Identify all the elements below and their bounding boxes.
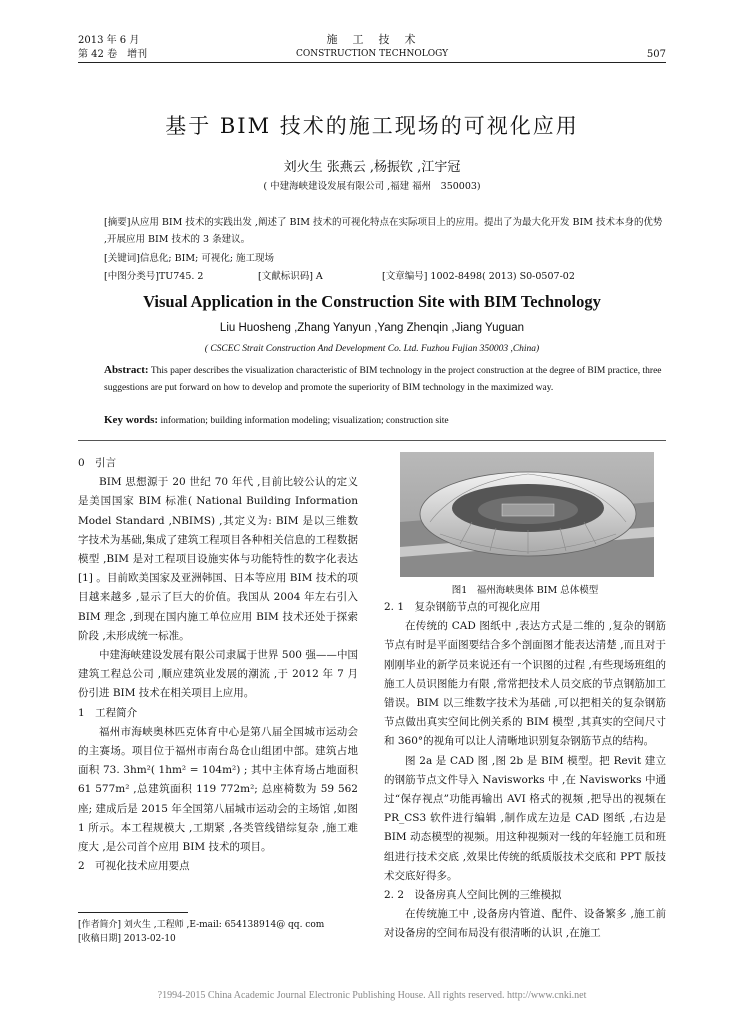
abstract-en: [104, 362, 666, 397]
stadium-illustration: [400, 452, 654, 577]
figure-1-caption: 图1 福州海峡奥体 BIM 总体模型: [451, 585, 599, 596]
document-code: [文献标识码] A: [258, 271, 323, 282]
abstract-text: This paper describes the visualization characteristic of BIM technology in the project construction at the degree of BIM practice, three suggestions are put forward on how to develop and promote the superiority of BIM technology in the maximized way.: [104, 366, 662, 393]
header-page-number: 507: [646, 49, 666, 60]
footnote: [78, 918, 368, 946]
article-number: [文章编号] 1002-8498( 2013) S0-0507-02: [382, 271, 575, 282]
section-heading: 2. 2 设备房真人空间比例的三维模拟: [384, 889, 562, 902]
paragraph: BIM 思想源于 20 世纪 70 年代 ,目前比较公认的定义是美国国家 BIM 标准( National Building Information Model Standard ,NBIMS) ,其定义为: BIM 是以三维数字技术为基础,集成了建筑工程项目各种相关信息的工程数据模型 ,BIM 是对工程项目设施实体与功能特性的数字化表达[1] 。目前欧美国家及亚洲韩国、日本等应用 BIM 技术的项目越来越多 ,显示了巨大的价值。我国从 2004 年左右引入 BIM 理念 ,到现在国内施工单位应用 BIM 技术还处于探索阶段 ,未形成统一标准。: [78, 476, 358, 642]
affiliation-en: ( CSCEC Strait Construction And Development Co. Ltd. Fuzhou Fujian 350003 ,China): [204, 344, 540, 354]
affiliation-cn: ( 中建海峡建设发展有限公司 ,福建 福州 350003): [263, 181, 481, 192]
paragraph: 中建海峡建设发展有限公司隶属于世界 500 强——中国建筑工程总公司 ,顺应建筑业发展的潮流 ,于 2012 年 7 月份引进 BIM 技术在相关项目上应用。: [78, 649, 358, 700]
header-journal-en: CONSTRUCTION TECHNOLOGY: [295, 49, 449, 59]
header-volume: 第 42 卷 增刊: [78, 49, 148, 60]
header-journal-cn: 施 工 技 术: [326, 33, 418, 46]
copyright-line: ?1994-2015 China Academic Journal Electronic Publishing House. All rights reserved. http://www.cnki.net: [157, 990, 587, 1001]
section-heading: 1 工程简介: [78, 706, 138, 719]
section-heading: 2 可视化技术应用要点: [78, 860, 190, 873]
clc-number: [中图分类号]TU745. 2: [104, 271, 204, 282]
received-date: [收稿日期] 2013-02-10: [78, 934, 176, 944]
author-info: [作者简介] 刘火生 ,工程师 ,E-mail: 654138914@ qq. com: [78, 920, 325, 930]
body-right-column: [384, 598, 666, 944]
abstract-label: Abstract:: [104, 364, 149, 376]
keywords-cn: [关键词]信息化; BIM; 可视化; 施工现场: [104, 253, 275, 264]
paragraph: 图 2a 是 CAD 图 ,图 2b 是 BIM 模型。把 Revit 建立的钢筋节点文件导入 Navisworks 中 ,在 Navisworks 中通过“保存视点”功能再输出 AVI 格式的视频 ,把导出的视频在 PR_CS3 软件进行编辑 ,制作成左边是 CAD 图纸 ,右边是 BIM 动态模型的视频。用这种视频对一线的年轻施工员和班组进行技术交底 ,效果比传统的纸质版技术交底和 PPT 版技术交底好得多。: [384, 754, 666, 882]
section-heading: 0 引言: [78, 457, 117, 469]
footnote-rule: [78, 912, 188, 913]
body-left-column: [78, 454, 358, 876]
abstract-cn: [摘要]从应用 BIM 技术的实践出发 ,阐述了 BIM 技术的可视化特点在实际项目上的应用。提出了为最大化开发 BIM 技术本身的优势 ,开展应用 BIM 技术的 3 条建议。: [104, 217, 663, 245]
figure-1-stadium-model: [400, 452, 654, 577]
authors-cn: 刘火生 张燕云 ,杨振钦 ,江宇冠: [283, 160, 461, 175]
keywords-text: information; building information modeling; visualization; construction site: [158, 416, 449, 426]
section-heading: 2. 1 复杂钢筋节点的可视化应用: [384, 601, 541, 613]
header-rule: [78, 62, 666, 63]
paper-title-cn: 基于 BIM 技术的施工现场的可视化应用: [165, 114, 579, 138]
paragraph: 福州市海峡奥林匹克体育中心是第八届全国城市运动会的主赛场。项目位于福州市南台岛仓山组团中部。建筑占地面积 73. 3hm²( 1hm² = 104m²) ; 其中主体育场占地面积 61 577m² ,总建筑面积 119 772m²; 总座椅数为 59 562 座; 建成后是 2015 年全国第八届城市运动会的主场馆 ,如图 1 所示。本工程规模大 ,工期紧 ,各类管线错综复杂 ,施工难度大 ,是公司首个应用 BIM 技术的项目。: [78, 725, 358, 854]
keywords-en: [104, 414, 666, 426]
paragraph: 在传统施工中 ,设备房内管道、配件、设备繁多 ,施工前对设备房的空间布局没有很清晰的认识 ,在施工: [384, 908, 666, 940]
abstract-rule: [78, 440, 666, 441]
paragraph: 在传统的 CAD 图纸中 ,表达方式是二维的 ,复杂的钢筋节点有时是平面图要结合多个剖面图才能表达清楚 ,而且对于刚刚毕业的新学员来说还有一个识图的过程 ,有些现场班组的施工人员识图能力有限 ,常常把技术人员交底的节点钢筋加工错误。BIM 以三维数字技术为基础 ,可以把相关的复杂钢筋节点做出真实空间比例关系的 BIM 模型 ,其真实的空间尺寸和 360°的视角可以让人清晰地识别复杂钢筋节点的结构。: [384, 620, 666, 748]
keywords-label: Key words:: [104, 414, 159, 426]
header-date: 2013 年 6 月: [78, 35, 140, 46]
paper-title-en: Visual Application in the Construction Site with BIM Technology: [143, 292, 601, 311]
authors-en: Liu Huosheng ,Zhang Yanyun ,Yang Zhenqin ,Jiang Yuguan: [219, 322, 525, 334]
